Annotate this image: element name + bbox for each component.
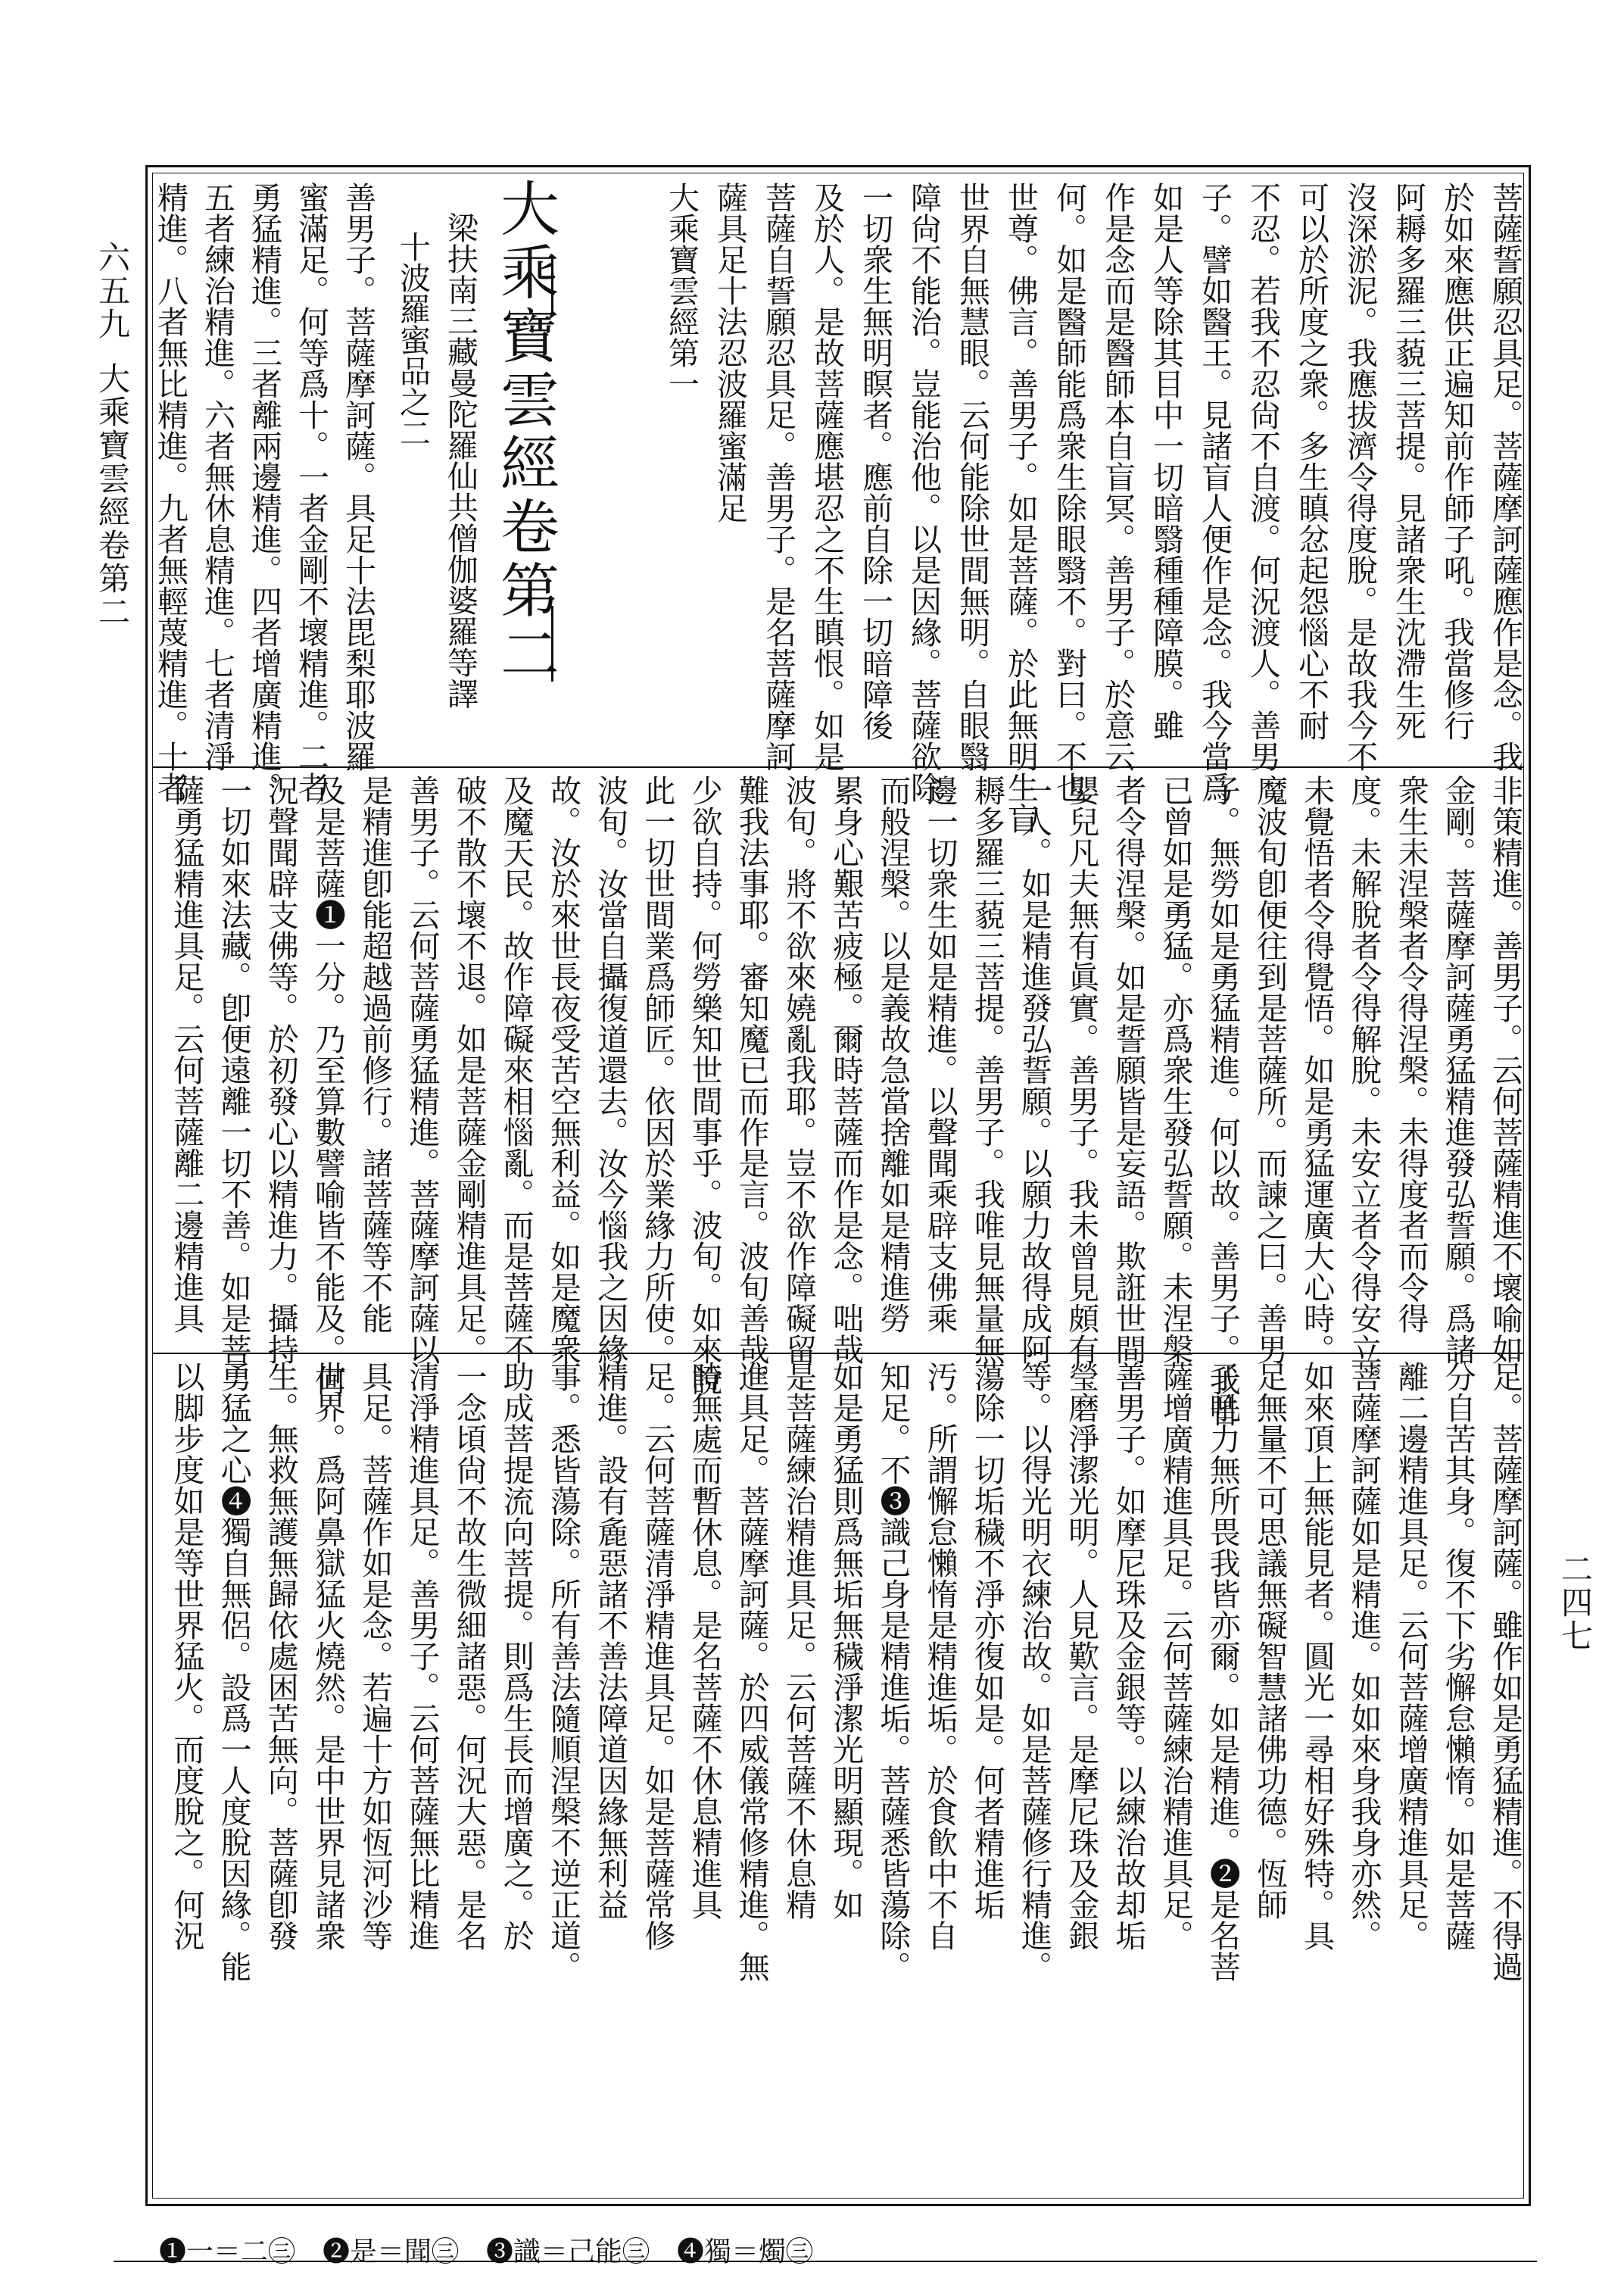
text-column: 清淨精進具足。善男子。云何菩薩無比精進 — [404, 1361, 441, 1951]
text-column: 衆生未涅槃者令得涅槃。未得度者而令得 — [1392, 775, 1429, 1334]
text-column: 少欲自持。何勞樂知世間事乎。波旬。如來說 — [686, 775, 723, 1396]
text-column: 及是菩薩❶一分。乃至算數譬喻皆不能及。何 — [310, 775, 346, 1396]
text-column: 何。如是醫師能爲衆生除眼翳不。對曰。不也 — [1051, 182, 1087, 803]
text-column: 一念頃尙不故生微細諸惡。何況大惡。是名 — [450, 1361, 488, 1951]
text-column: 分自苦其身。復不下劣懈怠懶惰。如是菩薩 — [1439, 1361, 1476, 1951]
text-column: 而般涅槃。以是義故急當捨離如是精進勞 — [874, 775, 912, 1334]
text-column: 勇猛之心❹獨自無侶。設爲一人度脫因緣。能 — [215, 1361, 252, 1982]
page-index-number: 六五九 — [94, 241, 131, 341]
text-column: 善男子。菩薩摩訶薩。具足十法毘梨耶波羅 — [340, 182, 376, 772]
text-column: 時無處而暫休息。是名菩薩不休息精進具 — [686, 1361, 723, 1920]
title-rule-bottom — [551, 606, 553, 682]
text-column: 如是人等除其目中一切暗翳種種障膜。雖 — [1148, 182, 1184, 741]
text-column: 善男子。云何菩薩勇猛精進。菩薩摩訶薩以 — [404, 775, 441, 1365]
text-column: 難我法事耶。審知魔已而作是言。波旬善哉。 — [733, 775, 770, 1396]
text-column: 非策精進。善男子。云何菩薩精進不壞喻如 — [1487, 775, 1523, 1365]
page-number: 二四七 — [1557, 1553, 1594, 1653]
text-column: 是精進卽能超越過前修行。諸菩薩等不能 — [357, 775, 394, 1334]
text-column: 子。譬如醫王。見諸盲人便作是念。我今當爲 — [1196, 182, 1233, 803]
text-column: 足。菩薩摩訶薩。雖作如是勇猛精進。不得過 — [1487, 1361, 1523, 1982]
text-column: 金剛。菩薩摩訶薩勇猛精進發弘誓願。爲諸 — [1439, 775, 1476, 1365]
text-column: 破不散不壞不退。如是菩薩金剛精進具足。 — [450, 775, 488, 1365]
text-column: 薩具足十法忍波羅蜜滿足 — [712, 182, 748, 523]
text-column: 於如來應供正遍知前作師子吼。我當修行 — [1439, 182, 1475, 741]
text-column: 及魔天民。故作障礙來相惱亂。而是菩薩不 — [497, 775, 535, 1365]
text-column: 等。以得光明衣練治故。如是菩薩修行精進。 — [1016, 1361, 1052, 1982]
text-column: 薩勇猛精進具足。云何菩薩離二邊精進具 — [168, 775, 205, 1334]
text-column: 波旬。將不欲來嬈亂我耶。豈不欲作障礙留 — [781, 775, 817, 1365]
text-column: 一人。如是精進發弘誓願。以願力故得成阿 — [1016, 775, 1052, 1365]
text-column: 作是念而是醫師本自盲冥。善男子。於意云 — [1099, 182, 1136, 772]
text-column: 世尊。佛言。善男子。如是菩薩。於此無明生盲 — [1002, 182, 1039, 834]
bottom-rule-1 — [114, 2261, 1537, 2262]
text-column: 瑩磨淨潔光明。人見歎言。是摩尼珠及金銀 — [1063, 1361, 1100, 1951]
text-column: 如是勇猛則爲無垢無穢淨潔光明顯現。如 — [828, 1361, 865, 1920]
running-title: 大乘寶雲經卷第二 — [94, 362, 131, 629]
text-column: 者令得涅槃。如是誓願皆是妄語。欺誑世間 — [1110, 775, 1147, 1365]
text-column: 事。悉皆蕩除。所有善法隨順涅槃不逆正道。 — [545, 1361, 581, 1982]
text-column: 子。無勞如是勇猛精進。何以故。善男子。我昔 — [1204, 775, 1241, 1427]
text-column: 如來頂上無能見者。圓光一尋相好殊特。具 — [1298, 1361, 1336, 1951]
text-column: 汚。所謂懈怠懶惰是精進垢。於食飮中不自 — [921, 1361, 959, 1951]
text-column: 知足。不❸識己身是精進垢。菩薩悉皆蕩除。 — [874, 1361, 912, 1982]
text-column: 及於人。是故菩薩應堪忍之不生瞋恨。如是 — [809, 182, 845, 772]
text-column: 一切如來法藏。卽便遠離一切不善。如是菩 — [215, 775, 252, 1365]
text-column: 況聲聞辟支佛等。於初發心以精進力。攝持 — [262, 775, 299, 1365]
text-column: 此一切世間業爲師匠。依因於業緣力所使。 — [639, 775, 676, 1365]
text-column: 助成菩提流向菩提。則爲生長而增廣之。於 — [497, 1361, 535, 1951]
text-column: 故。汝於來世長夜受苦空無利益。如是魔衆 — [545, 775, 581, 1365]
text-column: 蜜滿足。何等爲十。一者金剛不壞精進。二者 — [293, 182, 329, 803]
text-column: 沒深淤泥。我應拔濟令得度脫。是故我今不 — [1342, 182, 1378, 772]
footnotes: ❶一＝二㊂ ❷是＝聞㊂ ❸識＝己能㊂ ❹獨＝燭㊂ — [159, 2236, 814, 2267]
text-column: 大乘寶雲經第一 — [663, 182, 700, 399]
text-column: 未覺悟者令得覺悟。如是勇猛運廣大心時。 — [1298, 775, 1336, 1365]
text-column: 五者練治精進。六者無休息精進。七者清淨 — [199, 182, 235, 772]
text-column: 可以於所度之衆。多生瞋忿起怨惱心不耐 — [1293, 182, 1329, 741]
text-column: 菩薩摩訶薩如是精進。如如來身我身亦然。 — [1345, 1361, 1382, 1951]
text-column: 是菩薩練治精進具足。云何菩薩不休息精 — [781, 1361, 817, 1920]
translator-line: 梁扶南三藏曼陀羅仙共僧伽婆羅等譯 — [442, 212, 478, 709]
text-column: 世界自無慧眼。云何能除世間無明。自眼翳 — [954, 182, 990, 772]
text-column: 足無量不可思議無礙智慧諸佛功德。恆師 — [1252, 1361, 1288, 1920]
text-column: 離二邊精進具足。云何菩薩增廣精進具足。 — [1392, 1361, 1429, 1951]
text-column: 進具足。菩薩摩訶薩。於四威儀常修精進。無 — [733, 1361, 770, 1982]
text-column: 嬰兒凡夫無有眞實。善男子。我未曾見頗有 — [1063, 775, 1100, 1365]
text-column: 精進。八者無比精進。九者無輕蔑精進。十者 — [152, 182, 189, 803]
text-column: 耨多羅三藐三菩提。善男子。我唯見無量無 — [968, 775, 1005, 1365]
text-column: 已曾如是勇猛。亦爲衆生發弘誓願。未涅槃 — [1157, 775, 1194, 1365]
chapter-title: 十波羅蜜品之二 — [394, 231, 431, 448]
text-column: 具足。菩薩作如是念。若遍十方如恆河沙等 — [357, 1361, 394, 1951]
text-column: 波旬。汝當自攝復道還去。汝今惱我之因緣 — [592, 775, 629, 1365]
text-column: 菩薩誓願忍具足。菩薩摩訶薩應作是念。我 — [1487, 182, 1523, 772]
text-column: 薩增廣精進具足。云何菩薩練治精進具足。 — [1157, 1361, 1194, 1951]
text-column: 生。無救無護無歸依處困苦無向。菩薩卽發 — [262, 1361, 299, 1951]
text-column: 世界。爲阿鼻獄猛火燒然。是中世界見諸衆 — [310, 1361, 346, 1951]
text-column: 邊一切衆生如是精進。以聲聞乘辟支佛乘 — [921, 775, 959, 1334]
text-column: 度。未解脫者令得解脫。未安立者令得安立。 — [1345, 775, 1382, 1396]
text-column: 魔波旬卽便往到是菩薩所。而諫之曰。善男 — [1252, 775, 1288, 1365]
text-column: 足。云何菩薩清淨精進具足。如是菩薩常修 — [639, 1361, 676, 1951]
text-column: 子吼力無所畏我皆亦爾。如是精進。❷是名菩 — [1204, 1361, 1241, 1982]
text-column: 累身心艱苦疲極。爾時菩薩而作是念。咄哉 — [828, 775, 865, 1365]
text-column: 障尙不能治。豈能治他。以是因緣。菩薩欲除 — [906, 182, 942, 803]
text-column: 蕩除一切垢穢不淨亦復如是。何者精進垢 — [968, 1361, 1005, 1920]
text-column: 一切衆生無明瞑者。應前自除一切暗障後 — [857, 182, 893, 741]
text-column: 不忍。若我不忍尙不自渡。何況渡人。善男 — [1245, 182, 1281, 772]
text-column: 阿耨多羅三藐三菩提。見諸衆生沈滯生死 — [1390, 182, 1426, 741]
text-column: 勇猛精進。三者離兩邊精進。四者增廣精進。 — [246, 182, 282, 803]
text-column: 菩薩自誓願忍具足。善男子。是名菩薩摩訶 — [760, 182, 796, 772]
text-column: 以脚步度如是等世界猛火。而度脫之。何況 — [168, 1361, 205, 1951]
text-column: 善男子。如摩尼珠及金銀等。以練治故却垢 — [1110, 1361, 1147, 1951]
text-column: 精進。設有麁惡諸不善法障道因緣無利益 — [592, 1361, 629, 1920]
fascicle-title: 大乘寶雲經卷第二 — [491, 178, 559, 687]
